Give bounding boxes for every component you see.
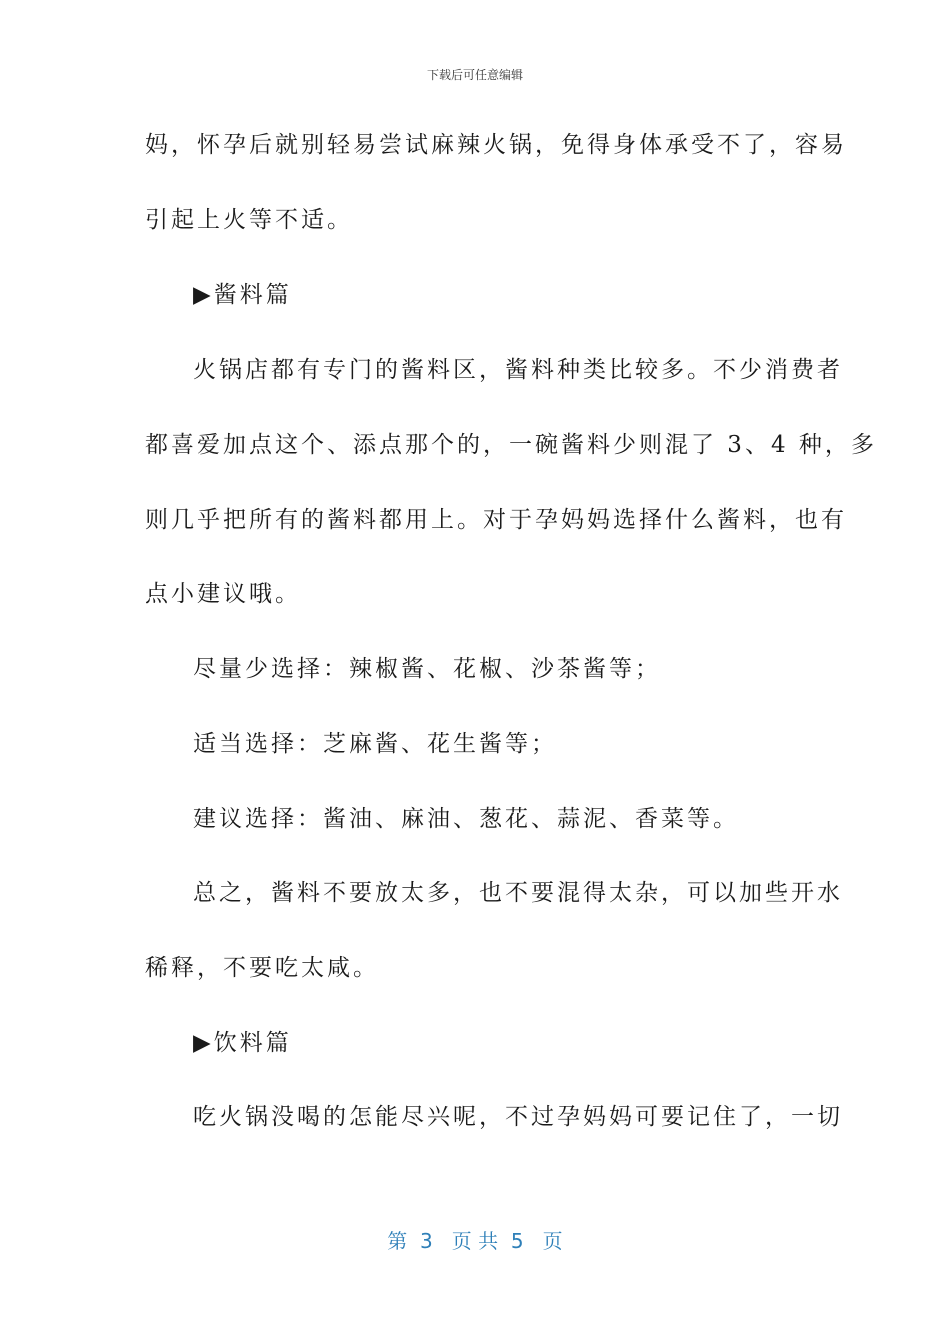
list-item-recommended: 建议选择：酱油、麻油、葱花、蒜泥、香菜等。 — [193, 806, 739, 832]
body-line: 都喜爱加点这个、添点那个的，一碗酱料少则混了 3、4 种，多 — [145, 432, 877, 458]
body-line: 妈，怀孕后就别轻易尝试麻辣火锅，免得身体承受不了，容易 — [145, 132, 847, 158]
body-line: 稀释，不要吃太咸。 — [145, 955, 379, 981]
body-line: 总之，酱料不要放太多，也不要混得太杂，可以加些开水 — [193, 880, 843, 906]
page-header: 下载后可任意编辑 — [426, 68, 523, 82]
body-line: 则几乎把所有的酱料都用上。对于孕妈妈选择什么酱料，也有 — [145, 507, 847, 533]
section-heading-sauce: ▶酱料篇 — [193, 282, 292, 308]
section-heading-drinks: ▶饮料篇 — [193, 1030, 292, 1056]
body-line: 火锅店都有专门的酱料区，酱料种类比较多。不少消费者 — [193, 357, 843, 383]
body-line: 吃火锅没喝的怎能尽兴呢，不过孕妈妈可要记住了，一切 — [193, 1104, 843, 1130]
list-item-moderate: 适当选择：芝麻酱、花生酱等； — [193, 731, 557, 757]
body-line: 引起上火等不适。 — [145, 207, 353, 233]
body-line: 点小建议哦。 — [145, 581, 301, 607]
page-footer: 第 3 页 共 5 页 — [387, 1229, 563, 1253]
list-item-less: 尽量少选择：辣椒酱、花椒、沙茶酱等； — [193, 656, 661, 682]
